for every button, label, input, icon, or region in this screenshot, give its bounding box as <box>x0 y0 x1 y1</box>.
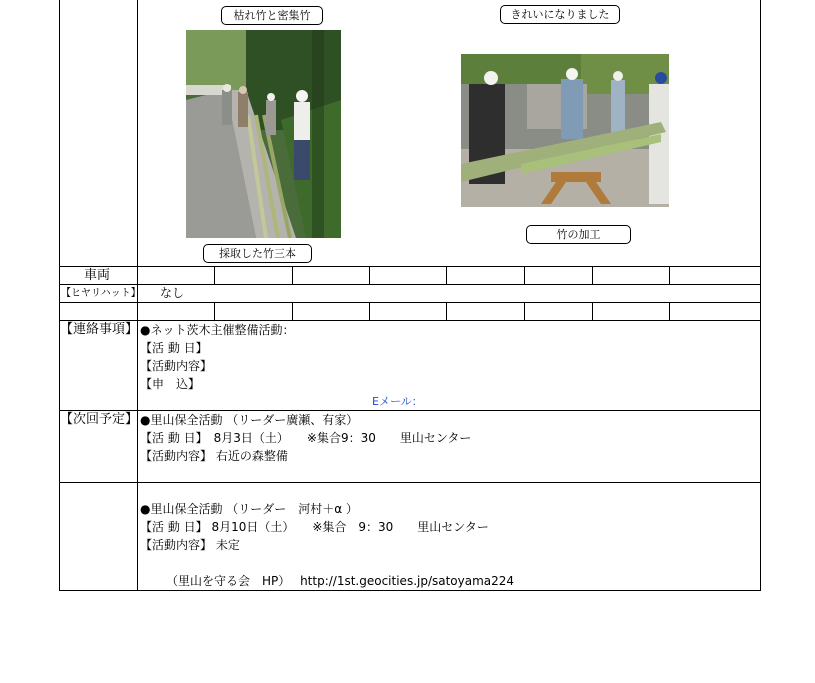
next-plan-2-line: 【活 動 日】 8月10日（土） ※集合 9：30 里山センター <box>140 520 489 534</box>
empty-cell-divider <box>369 302 370 321</box>
caption-harvested-bamboo: 採取した竹三本 <box>203 244 312 263</box>
hiyari-label: 【ヒヤリハット】 <box>61 288 141 299</box>
vehicle-label: 車両 <box>84 268 111 283</box>
vehicle-cell-divider <box>214 266 215 285</box>
vehicle-cell-divider <box>446 266 447 285</box>
vehicle-cell-divider <box>669 266 670 285</box>
caption-dead-bamboo: 枯れ竹と密集竹 <box>221 6 323 25</box>
empty-cell-divider <box>446 302 447 321</box>
caption-bamboo-processing: 竹の加工 <box>526 225 631 244</box>
homepage-link[interactable]: （里山を守る会 HP） http://1st.geocities.jp/satoyama224 <box>166 574 515 588</box>
contact-line: 【活 動 日】 <box>140 341 208 355</box>
next-plan-line: ●里山保全活動 （リーダー廣瀬、有家） <box>140 413 359 427</box>
next-plan-label: 【次回予定】 <box>60 412 139 427</box>
empty-cell-divider <box>592 302 593 321</box>
next-plan-line: 【活 動 日】 8月3日（土） ※集合9：30 里山センター <box>140 431 472 445</box>
row-divider-next <box>59 482 761 483</box>
empty-cell-divider <box>524 302 525 321</box>
vehicle-cell-divider <box>292 266 293 285</box>
table-border-left <box>59 0 60 591</box>
next-plan-line: 【活動内容】 右近の森整備 <box>140 449 288 463</box>
row-divider-empty <box>59 320 761 321</box>
contact-line: 【申 込】 <box>140 377 201 391</box>
next-plan-2-line: 【活動内容】 未定 <box>140 538 240 552</box>
contact-label: 【連絡事項】 <box>60 322 139 337</box>
table-border-bottom <box>59 590 761 591</box>
photo-bamboo-processing <box>461 54 669 207</box>
contact-line: 【活動内容】 <box>140 359 213 373</box>
row-divider-contact <box>59 410 761 411</box>
photo-roadside-bamboo <box>186 30 341 238</box>
contact-line: ●ネット茨木主催整備活動： <box>140 323 295 337</box>
vehicle-cell-divider <box>592 266 593 285</box>
vehicle-cell-divider <box>524 266 525 285</box>
hiyari-value: なし <box>160 286 185 300</box>
caption-cleaned-up: きれいになりました <box>500 5 620 24</box>
contact-email: Eメール： <box>372 395 423 408</box>
empty-cell-divider <box>214 302 215 321</box>
empty-cell-divider <box>292 302 293 321</box>
vehicle-cell-divider <box>369 266 370 285</box>
row-divider-hiyari <box>59 302 761 303</box>
next-plan-2-line: ●里山保全活動 （リーダー 河村＋α ） <box>140 502 359 516</box>
row-divider-photos <box>59 266 761 267</box>
empty-cell-divider <box>669 302 670 321</box>
table-border-right <box>760 0 761 591</box>
